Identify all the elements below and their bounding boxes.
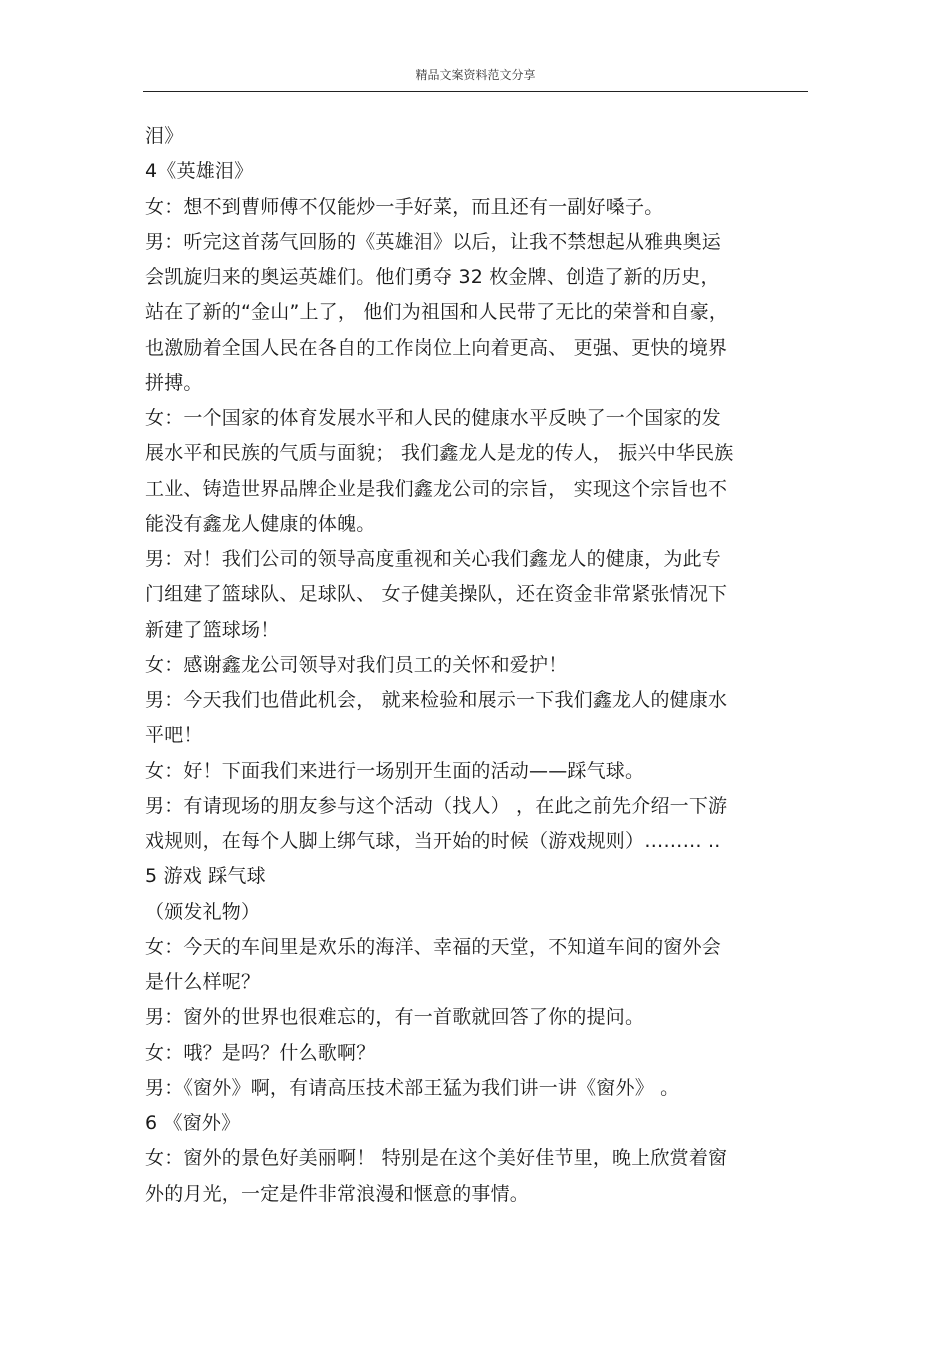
text-line: 拼搏。: [145, 372, 203, 394]
text-line: 男：对！我们公司的领导高度重视和关心我们鑫龙人的健康，为此专: [145, 548, 722, 570]
text-line: 男：《窗外》啊，有请高压技术部王猛为我们讲一讲《窗外》 。: [145, 1077, 680, 1099]
section-heading: 5 游戏 踩气球: [145, 865, 266, 887]
text-line: 男：窗外的世界也很难忘的，有一首歌就回答了你的提问。: [145, 1006, 645, 1028]
text-line: 男：今天我们也借此机会， 就来检验和展示一下我们鑫龙人的健康水: [145, 689, 728, 711]
text-line: 女：窗外的景色好美丽啊！ 特别是在这个美好佳节里，晚上欣赏着窗: [145, 1147, 728, 1169]
text-line: 女：一个国家的体育发展水平和人民的健康水平反映了一个国家的发: [145, 407, 722, 429]
text-line: 女：好！下面我们来进行一场别开生面的活动——踩气球。: [145, 760, 645, 782]
text-line: 戏规则，在每个人脚上绑气球，当开始的时候（游戏规则）……… ..: [145, 830, 721, 852]
text-line: 女：想不到曹师傅不仅能炒一手好菜，而且还有一副好嗓子。: [145, 196, 664, 218]
text-line: 泪》: [145, 125, 184, 147]
text-line: 会凯旋归来的奥运英雄们。他们勇夺 32 枚金牌、创造了新的历史，: [145, 266, 720, 288]
text-line: 新建了篮球场！: [145, 619, 280, 641]
text-line: 平吧！: [145, 724, 203, 746]
section-heading: 6 《窗外》: [145, 1112, 241, 1134]
text-line: 站在了新的“金山”上了， 他们为祖国和人民带了无比的荣誉和自豪，: [145, 301, 729, 323]
text-line: 工业、铸造世界品牌企业是我们鑫龙公司的宗旨， 实现这个宗旨也不: [145, 478, 728, 500]
text-line: 门组建了篮球队、足球队、 女子健美操队，还在资金非常紧张情况下: [145, 583, 728, 605]
text-line: 男：听完这首荡气回肠的《英雄泪》以后，让我不禁想起从雅典奥运: [145, 231, 722, 253]
section-heading: 4《英雄泪》: [145, 160, 254, 182]
header-divider: [143, 91, 808, 92]
text-line: 展水平和民族的气质与面貌； 我们鑫龙人是龙的传人， 振兴中华民族: [145, 442, 734, 464]
text-line: 能没有鑫龙人健康的体魄。: [145, 513, 376, 535]
text-line: 女：感谢鑫龙公司领导对我们员工的关怀和爱护！: [145, 654, 568, 676]
text-line: 是什么样呢？: [145, 971, 261, 993]
page-header: 精品文案资料范文分享: [415, 68, 536, 82]
text-line: （颁发礼物）: [145, 901, 261, 923]
text-line: 也激励着全国人民在各自的工作岗位上向着更高、 更强、更快的境界: [145, 337, 728, 359]
text-line: 男：有请现场的朋友参与这个活动（找人） ，在此之前先介绍一下游: [145, 795, 728, 817]
text-line: 外的月光，一定是件非常浪漫和惬意的事情。: [145, 1183, 530, 1205]
text-line: 女：哦？是吗？什么歌啊？: [145, 1042, 376, 1064]
text-line: 女：今天的车间里是欢乐的海洋、幸福的天堂，不知道车间的窗外会: [145, 936, 722, 958]
